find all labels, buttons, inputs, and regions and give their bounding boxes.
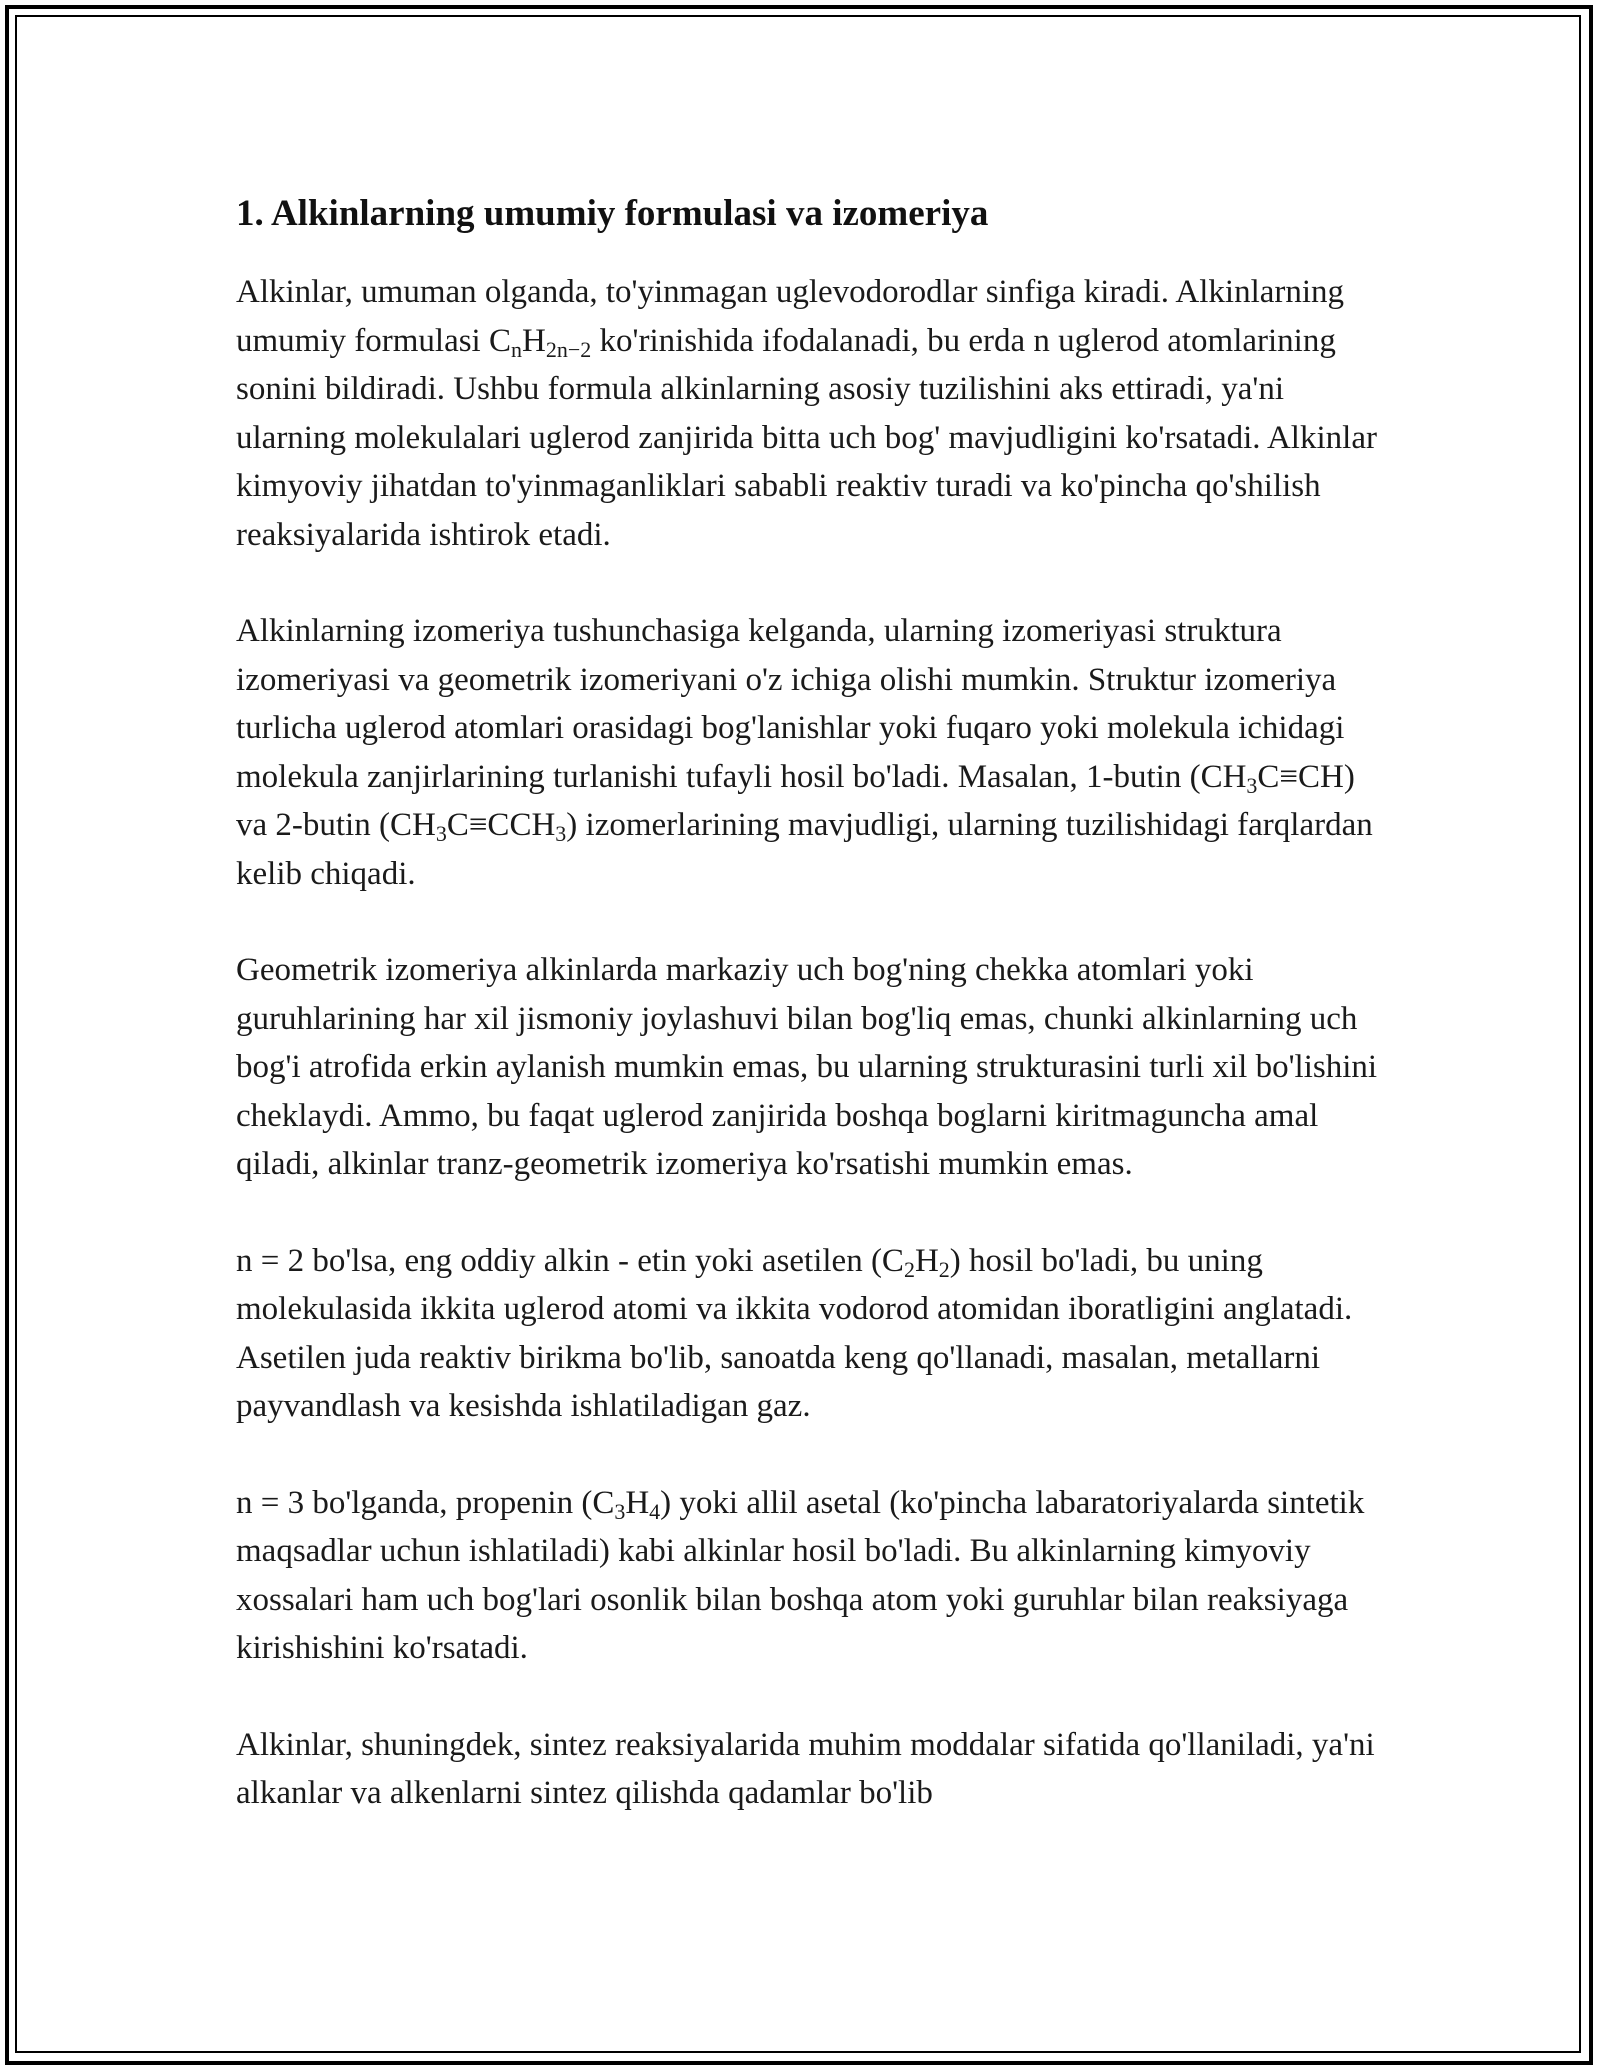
text-run: n = 3 bo'lganda, propenin (C <box>236 1484 615 1521</box>
text-run: H <box>522 322 546 359</box>
paragraph-p6 <box>236 1721 1386 1818</box>
text-run: Alkinlar, shuningdek, sintez reaksiyalarida muhim moddalar sifatida qo'llaniladi, ya'ni alkanlar va alkenlarni sintez qilishda qadamlar bo'lib <box>236 1726 1375 1811</box>
text-run: Alkinlar, umuman olganda, to'yinmagan uglevodorodlar sinfiga kiradi. Alkinlarning umumiy formulasi C <box>236 274 1345 359</box>
subscript: 3 <box>555 821 567 846</box>
subscript: 4 <box>649 1498 661 1524</box>
subscript: 3 <box>614 1498 626 1524</box>
text-run: Alkinlarning izomeriya tushunchasiga kelganda, ularning izomeriyasi struktura izomeriyasi va geometrik izomeriyani o'z ichiga olishi mumkin. Struktur izomeriya turlicha uglerod atomlari orasidagi bog'lanishlar yoki fuqaro yoki molekula ichidagi molekula zanjirlarining turlanishi tufayli hosil bo'ladi. Masalan, 1-butin (CH <box>236 613 1345 795</box>
text-run: n = 2 bo'lsa, eng oddiy alkin - etin yoki asetilen (C <box>236 1242 904 1279</box>
text-run: ) izomerlarining mavjudligi, ularning tuzilishidagi farqlardan kelib chiqadi. <box>236 807 1373 892</box>
subscript: 2 <box>938 1256 950 1282</box>
text-run: ko'rinishida ifodalanadi, bu erda n uglerod atomlarining sonini bildiradi. Ushbu formula alkinlarning asosiy tuzilishini aks ettiradi, ya'ni ularning molekulalari uglerod zanjirida bitta uch bog' mavjudligini ko'rsatadi. Alkinlar kimyoviy jihatdan to'yinmaganliklari sababli reaktiv turadi va ko'pincha qo'shilish reaksiyalarida ishtirok etadi. <box>236 322 1377 553</box>
paragraph-p5 <box>236 1479 1386 1673</box>
text-run: C≡CCH <box>446 807 556 843</box>
subscript: n <box>511 336 522 362</box>
subscript: 2 <box>903 1256 915 1282</box>
paragraph-p2 <box>236 607 1386 898</box>
text-run: Geometrik izomeriya alkinlarda markaziy uch bog'ning chekka atomlari yoki guruhlarining har xil jismoniy joylashuvi bilan bog'liq emas, chunki alkinlarning uch bog'i atrofida erkin aylanish mumkin emas, bu ularning strukturasini turli xil bo'lishini cheklaydi. Ammo, bu faqat uglerod zanjirida boshqa boglarni kiritmaguncha amal qiladi, alkinlar tranz-geometrik izomeriya ko'rsatishi mumkin emas. <box>236 952 1378 1182</box>
text-run: H <box>625 1484 650 1521</box>
text-run: ) yoki allil asetal (ko'pincha labaratoriyalarda sintetik maqsadlar uchun ishlatiladi) kabi alkinlar hosil bo'ladi. Bu alkinlarning kimyoviy xossalari ham uch bog'lari osonlik bilan boshqa atom yoki guruhlar bilan reaksiyaga kirishishini ko'rsatadi. <box>236 1484 1365 1666</box>
text-run: H <box>914 1242 939 1279</box>
paragraph-p4 <box>236 1237 1386 1431</box>
paragraph-list <box>236 268 1386 1818</box>
subscript: 2n−2 <box>545 336 592 362</box>
paragraph-p3 <box>236 946 1386 1189</box>
section-heading: 1. Alkinlarning umumiy formulasi va izomeriya <box>236 193 989 234</box>
subscript: 3 <box>435 821 447 846</box>
text-run: ) hosil bo'ladi, bu uning molekulasida ikkita uglerod atomi va ikkita vodorod atomidan iboratligini anglatadi. Asetilen juda reaktiv birikma bo'lib, sanoatda keng qo'llanadi, masalan, metallarni payvandlash va kesishda ishlatiladigan gaz. <box>236 1242 1353 1424</box>
paragraph-p1 <box>236 268 1386 559</box>
document-body <box>236 186 1386 1866</box>
subscript: 3 <box>1246 772 1258 798</box>
text-run: C≡CH) va 2-butin (CH <box>236 758 1355 843</box>
